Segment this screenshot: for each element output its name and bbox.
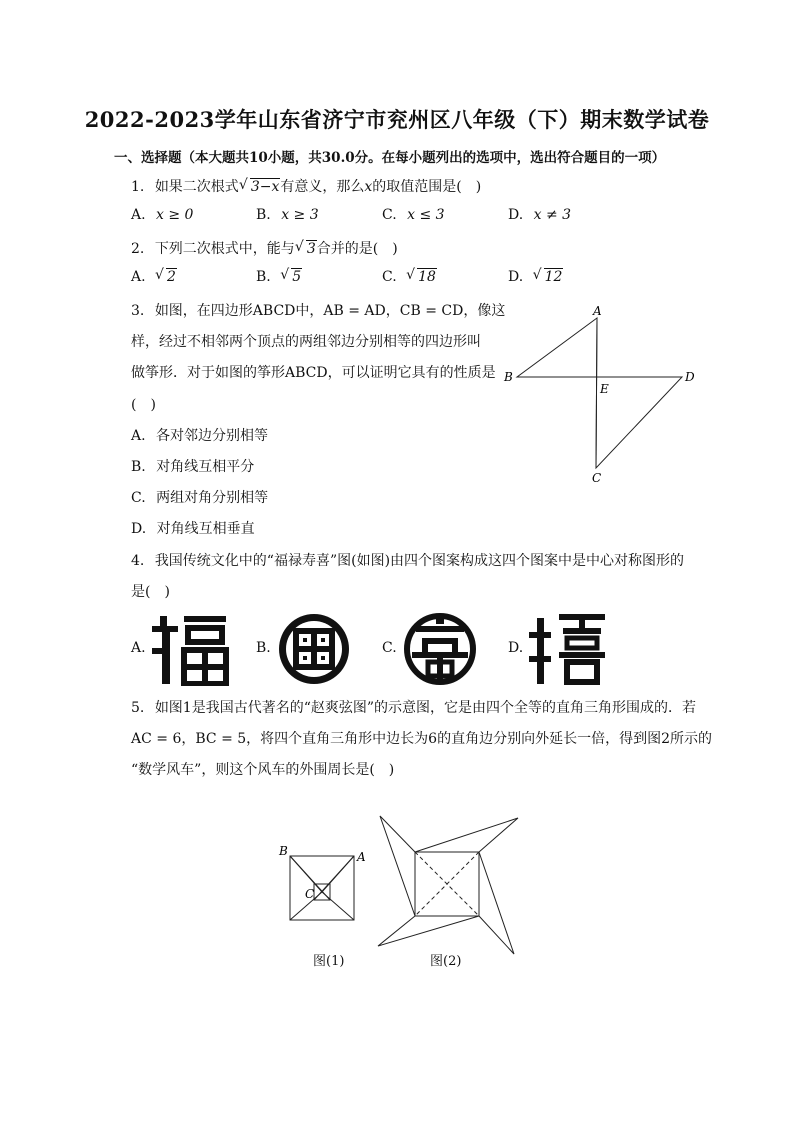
q2-option-c[interactable]: [382, 269, 437, 285]
sqrt-expression: [534, 269, 564, 285]
sqrt-expression: [240, 179, 281, 195]
option-text: 对角线互相垂直: [156, 521, 255, 537]
question-4-line-2: 是( ): [131, 584, 170, 600]
blade-4: [378, 916, 479, 946]
q2-option-b[interactable]: [256, 269, 302, 285]
question-1-pre: 如果二次根式: [154, 179, 239, 195]
radicand: 3: [306, 241, 316, 257]
question-3-line-1: [131, 300, 505, 320]
option-label: D.: [508, 269, 524, 285]
option-text: x ≤ 3: [407, 207, 445, 223]
question-2: [131, 238, 398, 258]
option-label: C.: [382, 269, 397, 285]
point-label-d: D: [685, 370, 695, 384]
sqrt-expression: [296, 241, 317, 257]
q2-option-d[interactable]: [508, 269, 563, 285]
q4-option-d-label[interactable]: D.: [508, 640, 524, 656]
question-5-line-1: [131, 697, 696, 717]
outer-square: [290, 856, 354, 920]
option-text: 两组对角分别相等: [156, 490, 269, 506]
point-label-c: C: [305, 887, 315, 901]
question-5-line-3: “数学风车”，则这个风车的外围周长是( ): [131, 762, 395, 778]
option-label: B.: [256, 207, 271, 223]
blade-1: [380, 816, 415, 916]
option-text: x ≠ 3: [533, 207, 572, 223]
point-label-a: A: [593, 304, 602, 318]
radicand: 3−x: [250, 179, 280, 195]
option-label: B.: [131, 459, 146, 475]
page-title: 2022-2023学年山东省济宁市兖州区八年级（下）期末数学试卷: [84, 107, 710, 132]
option-label: B.: [256, 269, 271, 285]
windmill-figure: [372, 812, 522, 960]
option-label: C.: [131, 490, 146, 506]
question-text: 我国传统文化中的“福禄寿喜”图(如图)由四个图案构成这四个图案中是中心对称图形的: [154, 553, 685, 569]
q3-option-b[interactable]: [131, 456, 254, 476]
emblem-xi-icon: [527, 610, 609, 688]
question-5-line-2: AC = 6，BC = 5，将四个直角三角形中边长为6的直角边分别向外延长一倍，得到图2所示的: [131, 731, 712, 747]
question-number: 1.: [131, 179, 145, 195]
option-label: D.: [508, 207, 524, 223]
emblem-lu-icon: [275, 610, 353, 688]
option-label: A.: [131, 207, 146, 223]
figure-2-caption: 图(2): [430, 954, 462, 969]
sqrt-expression: [281, 269, 302, 285]
q3-option-c[interactable]: [131, 487, 268, 507]
q1-option-c[interactable]: [382, 207, 445, 223]
option-label: C.: [382, 207, 397, 223]
q1-option-d[interactable]: [508, 207, 571, 223]
option-label: A.: [131, 269, 146, 285]
radicand: 18: [418, 269, 436, 285]
point-label-e: E: [600, 382, 609, 396]
question-number: 2.: [131, 241, 145, 257]
q4-option-c-label[interactable]: C.: [382, 640, 397, 656]
option-text: 各对邻边分别相等: [156, 428, 269, 444]
emblem-fu-icon: [150, 610, 230, 686]
option-text: x ≥ 0: [156, 207, 194, 223]
kite-figure: [500, 300, 710, 490]
question-1-mid: 有意义，那么: [280, 179, 365, 195]
blade-3: [479, 852, 514, 954]
section-heading: 一、选择题（本大题共10小题，共30.0分。在每小题列出的选项中，选出符合题目的一项）: [114, 150, 666, 166]
option-text: x ≥ 3: [281, 207, 319, 223]
point-label-b: B: [279, 844, 288, 858]
q4-option-b-label[interactable]: B.: [256, 640, 271, 656]
question-3-line-2: 样，经过不相邻两个顶点的两组邻边分别相等的四边形叫: [131, 334, 481, 350]
option-label: A.: [131, 428, 146, 444]
zhao-shuang-figure: [278, 842, 370, 932]
blade-2: [415, 818, 518, 852]
sqrt-expression: [407, 269, 437, 285]
point-label-b: B: [504, 370, 513, 384]
q2-option-a[interactable]: [131, 269, 177, 285]
radicand: 12: [544, 269, 563, 285]
question-2-post: 合并的是( ): [316, 241, 398, 257]
question-2-pre: 下列二次根式中，能与: [154, 241, 295, 257]
q1-option-a[interactable]: [131, 207, 193, 223]
radicand: 2: [167, 269, 176, 285]
question-3-line-3: 做筝形．对于如图的筝形ABCD，可以证明它具有的性质是: [131, 365, 496, 381]
question-number: 3.: [131, 303, 145, 319]
q1-option-b[interactable]: [256, 207, 319, 223]
question-number: 5.: [131, 700, 145, 716]
diagonal-ac: [596, 318, 597, 468]
figure-1-caption: 图(1): [313, 954, 345, 969]
question-4-line-1: [131, 550, 684, 570]
radicand: 5: [292, 269, 302, 285]
sqrt-expression: [156, 269, 177, 285]
point-label-a: A: [357, 850, 366, 864]
question-1: [131, 176, 481, 196]
question-text: 如图1是我国古代著名的“赵爽弦图”的示意图，它是由四个全等的直角三角形围成的．若: [154, 700, 697, 716]
q3-option-a[interactable]: [131, 425, 268, 445]
question-number: 4.: [131, 553, 145, 569]
q4-option-a-label[interactable]: A.: [131, 640, 146, 656]
question-text: 如图，在四边形ABCD中，AB = AD，CB = CD，像这: [154, 303, 506, 319]
question-3-line-4: ( ): [131, 397, 156, 413]
question-1-post: 的取值范围是( ): [372, 179, 482, 195]
option-label: D.: [131, 521, 147, 537]
variable-x: x: [364, 179, 373, 195]
option-text: 对角线互相平分: [156, 459, 255, 475]
emblem-shou-icon: [400, 610, 480, 688]
q3-option-d[interactable]: [131, 518, 255, 538]
point-label-c: C: [592, 471, 602, 485]
